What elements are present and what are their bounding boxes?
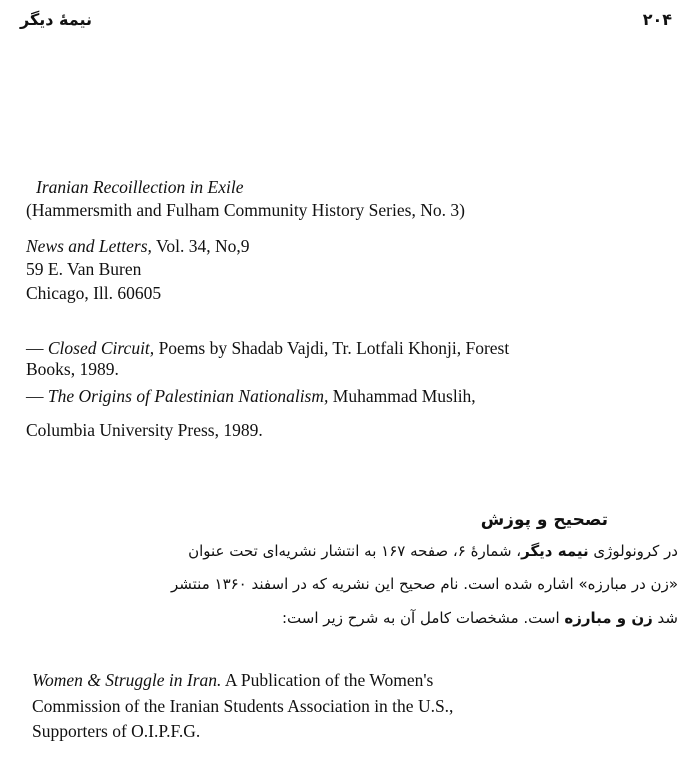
dash: — [26, 386, 48, 406]
book2-rest: Muhammad Muslih, [328, 386, 476, 406]
publication-line3: Supporters of O.I.P.F.G. [32, 721, 201, 741]
news-address1: 59 E. Van Buren [26, 259, 142, 279]
text: است. مشخصات کامل آن به شرح زیر است: [281, 609, 565, 627]
recollection-title: Iranian Recoillection in Exile [36, 177, 244, 197]
news-letters-ref [26, 236, 250, 256]
publication-name: زن و مبارزه [564, 609, 653, 627]
correction-heading: تصحیح و پوزش [480, 510, 608, 530]
publication-line2: Commission of the Iranian Students Association in the U.S., [32, 696, 454, 716]
text: ، شمارهٔ ۶، صفحه ۱۶۷ به انتشار نشریه‌ای تحت عنوان [188, 542, 522, 560]
text: در کرونولوژی [588, 542, 678, 560]
correction-line1 [188, 542, 678, 560]
book2-title: The Origins of Palestinian Nationalism, [47, 386, 329, 406]
correction-line2: «زن در مبارزه» اشاره شده است. نام صحیح این نشریه که در اسفند ۱۳۶۰ منتشر [171, 575, 678, 593]
journal-name: نیمه دیگر [521, 542, 589, 560]
book1-title: Closed Circuit, [47, 338, 155, 358]
publication-title: Women & Struggle in Iran. [32, 670, 222, 690]
book1-line2: Books, 1989. [26, 359, 119, 379]
news-address2: Chicago, Ill. 60605 [26, 283, 162, 303]
correction-line3 [282, 609, 678, 627]
book1-ref [26, 338, 509, 358]
page-number: ۲۰۴ [642, 10, 672, 29]
recollection-series: (Hammersmith and Fulham Community History Series, No. 3) [26, 200, 465, 220]
book2-ref [26, 386, 476, 406]
news-volume: Vol. 34, No,9 [151, 236, 250, 256]
text: شد [652, 609, 678, 627]
book2-line2: Columbia University Press, 1989. [26, 420, 263, 440]
text: A Publication of the Women's [221, 670, 434, 690]
running-title: نیمهٔ دیگر [20, 10, 93, 29]
dash: — [26, 338, 48, 358]
book1-rest: Poems by Shadab Vajdi, Tr. Lotfali Khonji, Forest [154, 338, 510, 358]
publication-line1 [32, 670, 433, 690]
news-title: News and Letters, [26, 236, 152, 256]
